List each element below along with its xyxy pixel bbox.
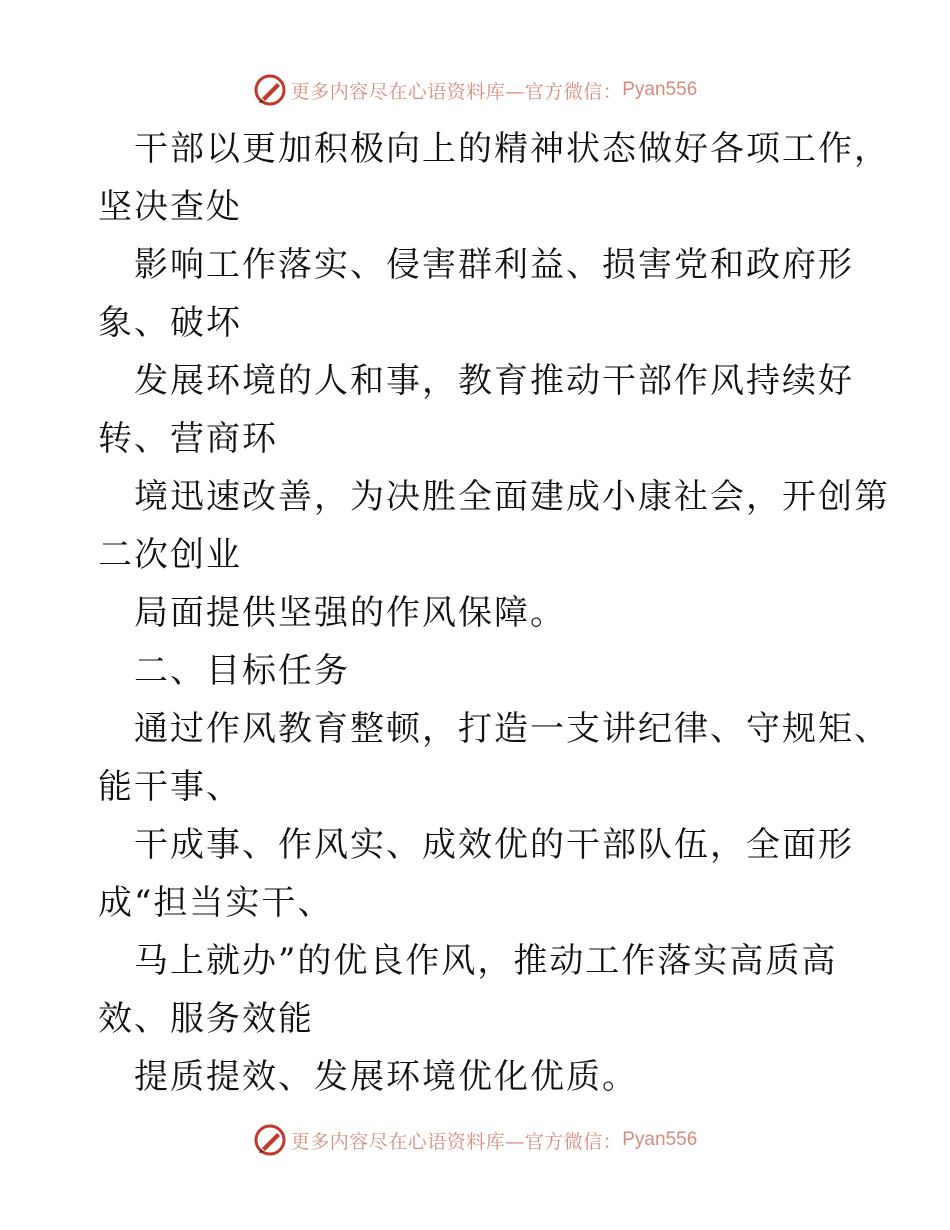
document-body [98, 120, 898, 1106]
text-line: 提质提效、发展环境优化优质。 [134, 1057, 638, 1097]
text-line: 二次创业 [98, 535, 242, 575]
text-line: 干成事、作风实、成效优的干部队伍，全面形 [134, 825, 854, 865]
footer-watermark-text: 更多内容尽在心语资料库—官方微信： [290, 1130, 623, 1153]
text-line: 干部以更加积极向上的精神状态做好各项工作， [134, 129, 890, 169]
text-line: 象、破坏 [98, 303, 242, 343]
text-line: 转、营商环 [98, 419, 278, 459]
footer-watermark-id: Pyan556 [622, 1129, 698, 1150]
text-line: 能干事、 [98, 767, 242, 807]
section-heading: 二、目标任务 [134, 651, 350, 691]
text-line: 局面提供坚强的作风保障。 [134, 593, 566, 633]
text-line: 坚决查处 [98, 187, 242, 227]
text-line: 境迅速改善，为决胜全面建成小康社会，开创第 [134, 477, 890, 517]
footer-watermark [0, 1120, 950, 1160]
text-line: 成“担当实干、 [98, 883, 334, 923]
header-watermark [0, 70, 950, 110]
header-watermark-id: Pyan556 [622, 79, 698, 100]
pen-logo-icon [253, 73, 287, 107]
text-line: 马上就办”的优良作风，推动工作落实高质高 [134, 941, 838, 981]
text-line: 发展环境的人和事，教育推动干部作风持续好 [134, 361, 854, 401]
text-line: 影响工作落实、侵害群利益、损害党和政府形 [134, 245, 854, 285]
pen-logo-icon [253, 1123, 287, 1157]
text-line: 通过作风教育整顿，打造一支讲纪律、守规矩、 [134, 709, 890, 749]
header-watermark-text: 更多内容尽在心语资料库—官方微信： [290, 80, 623, 103]
text-line: 效、服务效能 [98, 999, 314, 1039]
